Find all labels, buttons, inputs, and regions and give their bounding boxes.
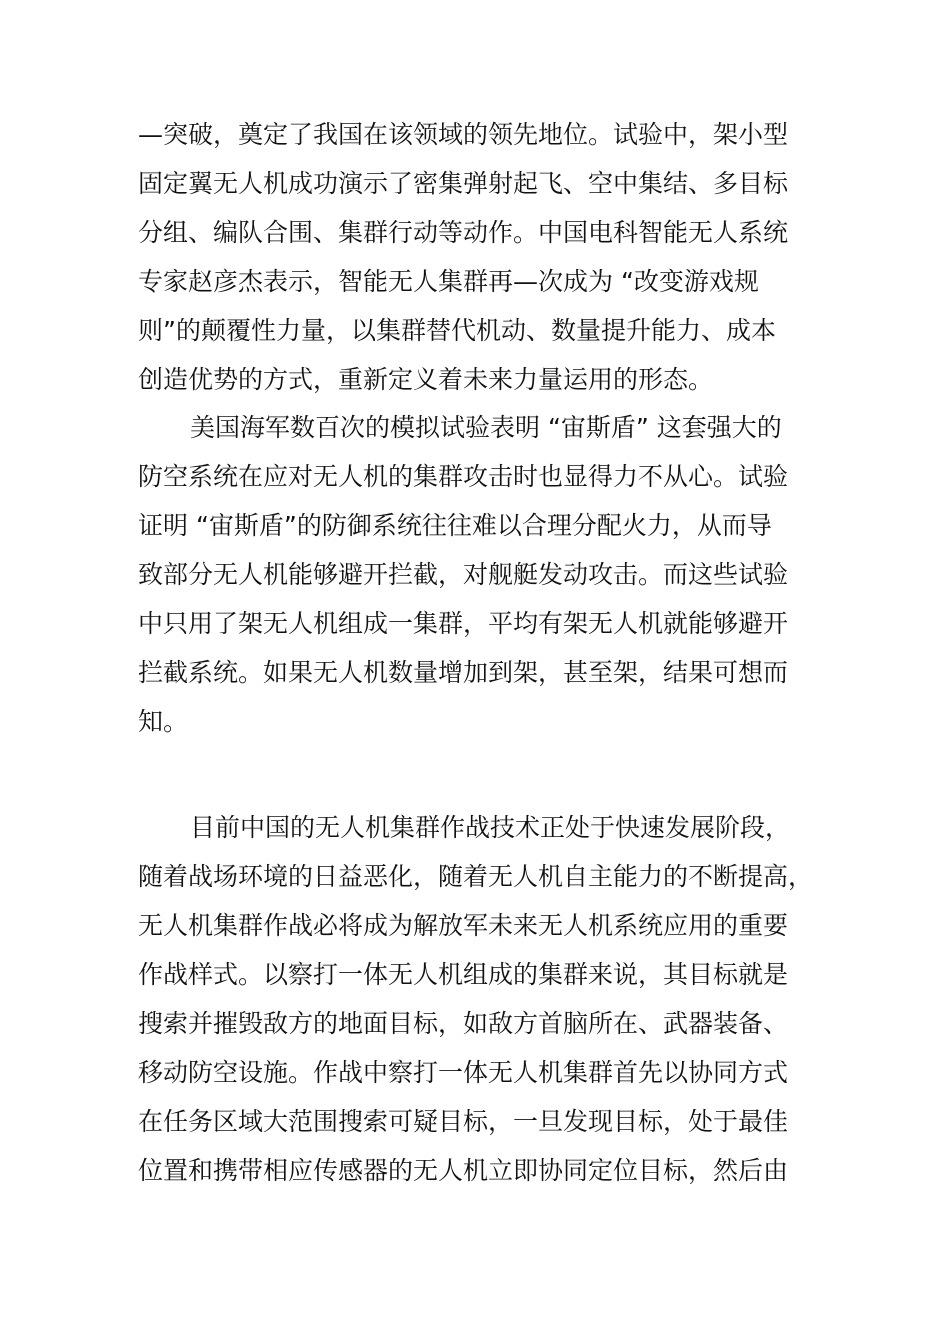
paragraph-1 <box>138 110 818 404</box>
paragraph-line: 美国海军数百次的模拟试验表明 “宙斯盾” 这套强大的 <box>190 413 782 442</box>
paragraph-line: 固定翼无人机成功演示了密集弹射起飞、空中集结、多目标 <box>138 169 789 198</box>
paragraph-line: 随着战场环境的日益恶化，随着无人机自主能力的不断提高， <box>138 862 814 891</box>
paragraph-2 <box>138 403 818 746</box>
paragraph-3 <box>138 803 818 1195</box>
paragraph-line: 无人机集群作战必将成为解放军未来无人机系统应用的重要 <box>138 911 789 940</box>
paragraph-line: 专家赵彦杰表示，智能无人集群再—次成为 “改变游戏规 <box>138 267 759 296</box>
paragraph-line: 分组、编队合围、集群行动等动作。中国电科智能无人系统 <box>138 218 789 247</box>
paragraph-line: 致部分无人机能够避开拦截，对舰艇发动攻击。而这些试验 <box>138 560 789 589</box>
paragraph-line: 在任务区域大范围搜索可疑目标，一旦发现目标，处于最佳 <box>138 1107 789 1136</box>
paragraph-line: —突破，奠定了我国在该领域的领先地位。试验中，架小型 <box>138 120 789 149</box>
paragraph-line: 防空系统在应对无人机的集群攻击时也显得力不从心。试验 <box>138 462 789 491</box>
paragraph-line: 作战样式。以察打一体无人机组成的集群来说，其目标就是 <box>138 960 789 989</box>
paragraph-line: 目前中国的无人机集群作战技术正处于快速发展阶段， <box>190 813 791 842</box>
paragraph-line: 则”的颠覆性力量，以集群替代机动、数量提升能力、成本 <box>138 316 776 345</box>
paragraph-line: 创造优势的方式，重新定义着未来力量运用的形态。 <box>138 365 714 394</box>
paragraph-line: 证明 “宙斯盾”的防御系统往往难以合理分配火力，从而导 <box>138 511 772 540</box>
paragraph-line: 移动防空设施。作战中察打一体无人机集群首先以协同方式 <box>138 1058 789 1087</box>
paragraph-line: 拦截系统。如果无人机数量增加到架，甚至架，结果可想而 <box>138 658 789 687</box>
paragraph-line: 位置和携带相应传感器的无人机立即协同定位目标，然后由 <box>138 1156 789 1185</box>
paragraph-line: 中只用了架无人机组成一集群，平均有架无人机就能够避开 <box>138 609 789 638</box>
paragraph-line: 知。 <box>138 707 189 736</box>
paragraph-line: 搜索并摧毁敌方的地面目标，如敌方首脑所在、武器装备、 <box>138 1009 789 1038</box>
